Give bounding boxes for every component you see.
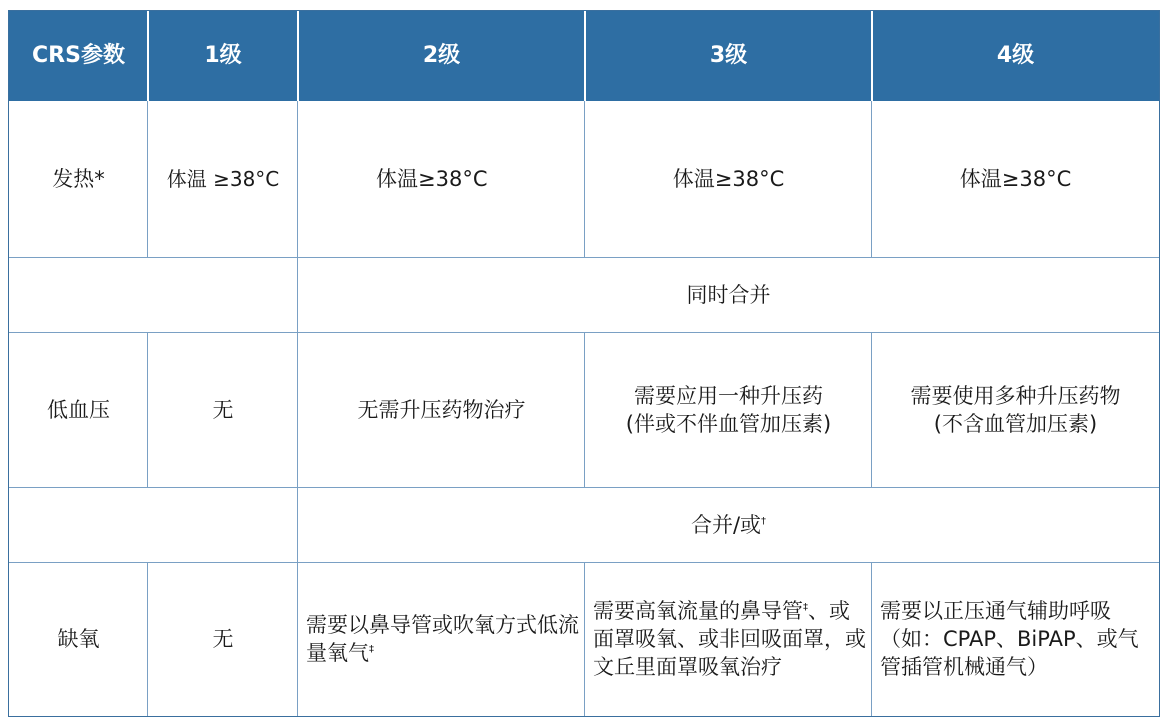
hypoxia-grade-3-part-1: 需要高氧流量的鼻导管 xyxy=(593,599,803,623)
combine-row-2-text xyxy=(691,511,766,539)
double-dagger-footnote-mark: ‡ xyxy=(369,644,374,655)
crs-grading-table xyxy=(8,10,1160,717)
fever-grade-2-text: 体温≥38°C xyxy=(376,167,488,191)
fever-grade-1 xyxy=(148,101,298,257)
hypoxia-grade-2 xyxy=(298,562,585,716)
hypoxia-grade-1-text: 无 xyxy=(212,627,234,651)
grid-line xyxy=(584,332,585,487)
hypoxia-grade-2-main: 需要以鼻导管或吹氧方式低流量氧气 xyxy=(306,613,579,665)
header-divider xyxy=(147,11,149,101)
fever-grade-1-text: 体温 ≥38°C xyxy=(166,167,280,191)
grid-line xyxy=(297,101,298,716)
grid-line xyxy=(9,257,1159,258)
dagger-footnote-mark: † xyxy=(761,515,767,527)
hypoxia-grade-3-text xyxy=(593,597,868,681)
hypotension-grade-4-line-1: 需要使用多种升压药物 xyxy=(910,383,1121,408)
grid-line xyxy=(9,487,1159,488)
header-grade-1-text: 1级 xyxy=(204,43,242,68)
header-grade-1 xyxy=(148,11,298,101)
header-divider xyxy=(584,11,586,101)
header-divider xyxy=(297,11,299,101)
hypoxia-grade-1 xyxy=(148,562,298,716)
header-param xyxy=(9,11,148,101)
hypoxia-label-text: 缺氧 xyxy=(57,627,100,651)
hypoxia-grade-4-text: 需要以正压通气辅助呼吸（如：CPAP、BiPAP、或气管插管机械通气） xyxy=(880,599,1139,679)
header-grade-4-text: 4级 xyxy=(996,43,1035,68)
fever-label-text: 发热* xyxy=(52,167,105,191)
hypoxia-label xyxy=(9,562,148,716)
grid-line xyxy=(871,562,872,716)
combine-row-2-label: 合并/或 xyxy=(690,512,762,537)
grid-line xyxy=(147,101,148,257)
hypotension-label xyxy=(9,332,148,487)
header-divider xyxy=(871,11,873,101)
fever-label xyxy=(9,101,148,257)
grid-line xyxy=(584,101,585,257)
hypotension-grade-1-text: 无 xyxy=(212,397,234,422)
hypotension-grade-2 xyxy=(298,332,585,487)
hypotension-grade-4 xyxy=(872,332,1159,487)
double-dagger-footnote-mark: ‡ xyxy=(803,602,808,613)
hypoxia-grade-4 xyxy=(872,562,1159,716)
grid-line xyxy=(147,332,148,487)
header-grade-2-text: 2级 xyxy=(422,43,461,68)
combine-row-1 xyxy=(298,257,1159,332)
grid-line xyxy=(9,332,1159,333)
hypotension-grade-1 xyxy=(148,332,298,487)
fever-grade-4-text: 体温≥38°C xyxy=(959,167,1072,191)
combine-row-2 xyxy=(298,487,1159,562)
grid-line xyxy=(147,562,148,716)
grid-line xyxy=(9,562,1159,563)
grid-line xyxy=(871,332,872,487)
fever-grade-4 xyxy=(872,101,1159,257)
hypoxia-grade-3 xyxy=(585,562,872,716)
grid-line xyxy=(871,101,872,257)
hypoxia-grade-2-text xyxy=(306,611,581,667)
header-grade-4 xyxy=(872,11,1159,101)
fever-grade-3 xyxy=(585,101,872,257)
hypotension-grade-2-text: 无需升压药物治疗 xyxy=(357,397,526,422)
fever-grade-3-text: 体温≥38°C xyxy=(672,167,785,191)
hypotension-grade-3-line-1: 需要应用一种升压药 xyxy=(634,383,823,408)
hypoxia-grade-3-part-2: 、或面罩吸氧、或非回吸面罩，或文丘里面罩吸氧治疗 xyxy=(593,599,866,679)
hypotension-grade-3-line-2: (伴或不伴血管加压素) xyxy=(625,411,832,436)
hypotension-grade-4-line-2: (不含血管加压素) xyxy=(933,411,1098,436)
combine-row-1-text: 同时合并 xyxy=(686,282,771,307)
hypotension-grade-3 xyxy=(585,332,872,487)
grid-line xyxy=(584,562,585,716)
header-grade-3 xyxy=(585,11,872,101)
fever-grade-2 xyxy=(298,101,585,257)
header-grade-2 xyxy=(298,11,585,101)
header-param-text: CRS参数 xyxy=(32,43,125,68)
header-grade-3-text: 3级 xyxy=(709,43,748,68)
hypotension-label-text: 低血压 xyxy=(47,397,110,422)
